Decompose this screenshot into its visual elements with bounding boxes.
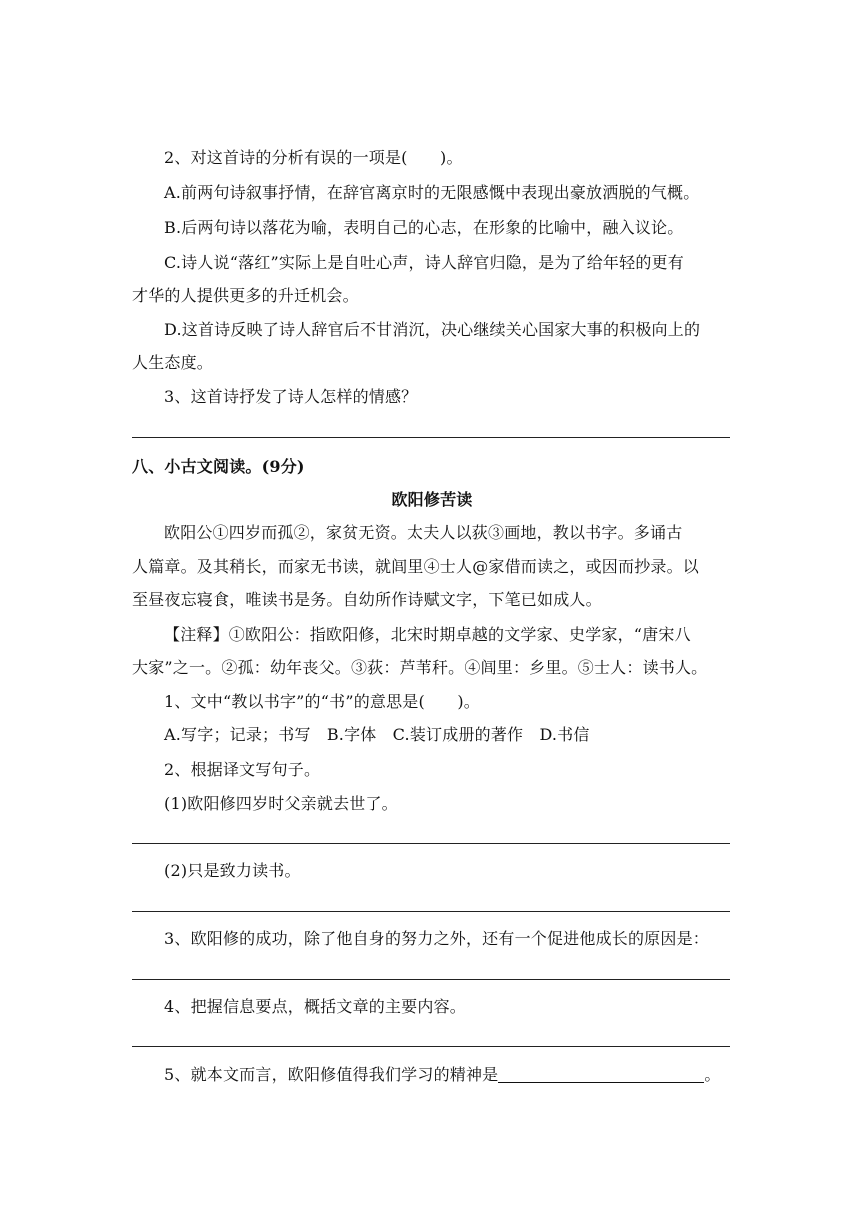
poem-question-3: 3、这首诗抒发了诗人怎样的情感？ <box>164 387 418 406</box>
passage-line-3: 至昼夜忘寝食，唯读书是务。自幼所作诗赋文字，下笔已如成人。 <box>132 590 602 609</box>
poem-q2-option-d-line2: 人生态度。 <box>132 353 214 372</box>
section-8-question-4: 4、把握信息要点，概括文章的主要内容。 <box>164 997 466 1016</box>
passage-line-2: 人篇章。及其稍长，而家无书读，就闾里④士人@家借而读之，或因而抄录。以 <box>132 557 700 576</box>
answer-line[interactable] <box>132 979 730 980</box>
section-8-question-2-2: (2)只是致力读书。 <box>164 861 301 880</box>
answer-line[interactable] <box>132 1046 730 1047</box>
poem-q2-option-c-line2: 才华的人提供更多的升迁机会。 <box>132 286 359 305</box>
section-8-question-1: 1、文中“教以书字”的“书”的意思是( )。 <box>164 692 480 711</box>
note-line-1: 【注释】①欧阳公：指欧阳修，北宋时期卓越的文学家、史学家，“唐宋八 <box>164 625 691 644</box>
answer-line[interactable] <box>132 437 730 438</box>
poem-q2-option-d-line1: D.这首诗反映了诗人辞官后不甘消沉，决心继续关心国家大事的积极向上的 <box>164 320 701 339</box>
note-line-2: 大家”之一。②孤：幼年丧父。③荻：芦苇秆。④闾里：乡里。⑤士人：读书人。 <box>132 658 708 677</box>
passage-title: 欧阳修苦读 <box>391 490 473 509</box>
poem-q2-option-a: A.前两句诗叙事抒情，在辞官离京时的无限感慨中表现出豪放洒脱的气概。 <box>164 183 700 202</box>
section-8-question-2: 2、根据译文写句子。 <box>164 760 321 779</box>
question-5-end-mark: 。 <box>704 1065 721 1084</box>
question-5-text: 5、就本文而言，欧阳修值得我们学习的精神是 <box>164 1065 499 1084</box>
poem-question-2: 2、对这首诗的分析有误的一项是( )。 <box>164 148 463 167</box>
answer-line[interactable] <box>132 843 730 844</box>
answer-blank[interactable] <box>498 1064 704 1083</box>
section-8-heading: 八、小古文阅读。(9分) <box>132 457 305 476</box>
section-8-question-5 <box>164 1063 732 1087</box>
poem-q2-option-b: B.后两句诗以落花为喻，表明自己的心志，在形象的比喻中，融入议论。 <box>164 218 684 237</box>
poem-q2-option-c-line1: C.诗人说“落红”实际上是自吐心声，诗人辞官归隐，是为了给年轻的更有 <box>164 253 684 272</box>
answer-line[interactable] <box>132 911 730 912</box>
section-8-question-3: 3、欧阳修的成功，除了他自身的努力之外，还有一个促进他成长的原因是： <box>164 929 709 948</box>
passage-line-1: 欧阳公①四岁而孤②，家贫无资。太夫人以荻③画地，教以书字。多诵古 <box>164 523 683 542</box>
section-8-question-2-1: (1)欧阳修四岁时父亲就去世了。 <box>164 794 398 813</box>
section-8-q1-options: A.写字；记录；书写 B.字体 C.装订成册的著作 D.书信 <box>164 725 590 744</box>
